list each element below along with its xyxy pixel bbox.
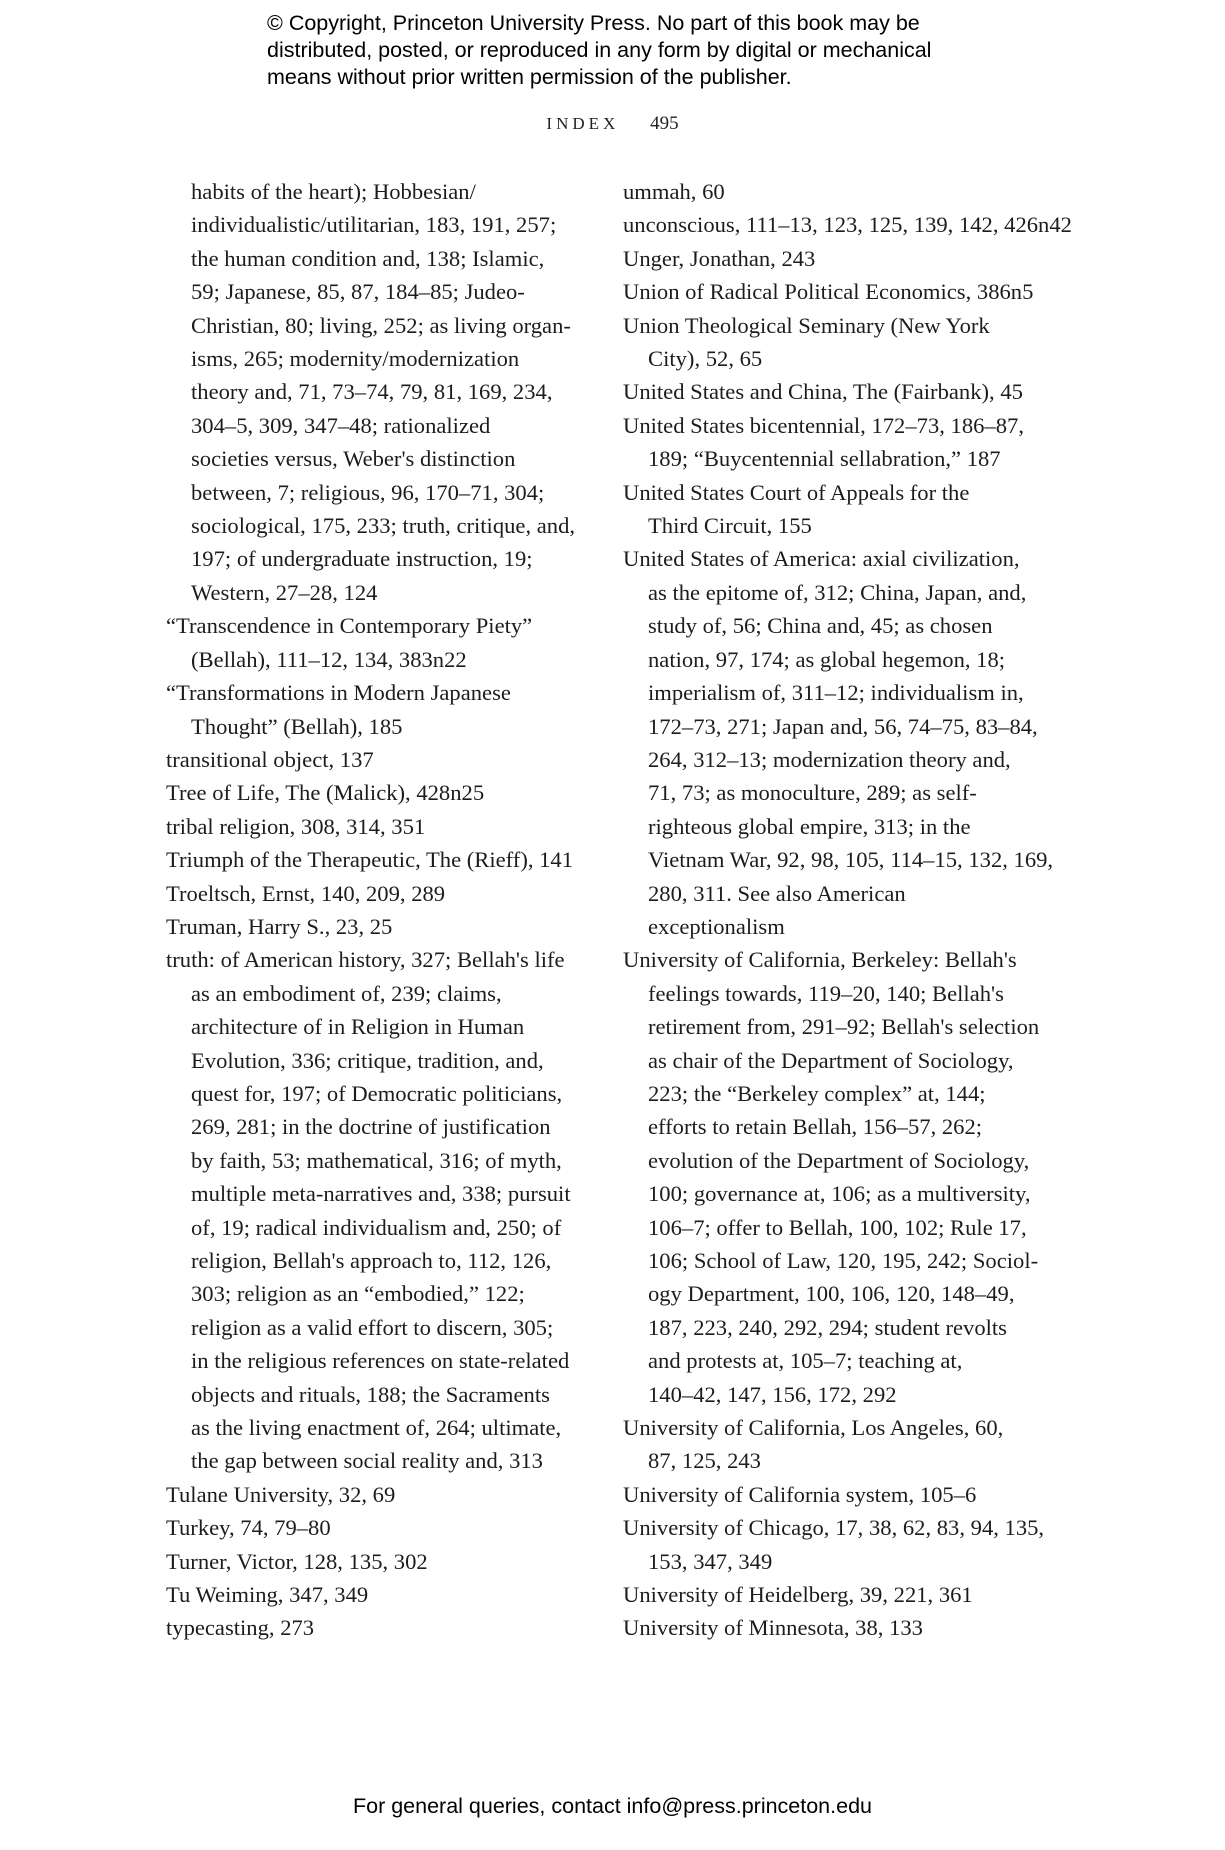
index-entry [166, 877, 586, 910]
index-entry-line: 303; religion as an “embodied,” 122; [191, 1281, 525, 1307]
index-entry-line: religion as a valid effort to discern, 305; [191, 1314, 554, 1340]
index-entry [166, 943, 586, 1478]
footer-contact: For general queries, contact info@press.princeton.edu [352, 1794, 872, 1818]
index-entry-line: University of Heidelberg, 39, 221, 361 [623, 1582, 973, 1608]
index-entry-line: of, 19; radical individualism and, 250; of [191, 1214, 562, 1240]
index-entry [166, 1611, 586, 1644]
index-entry-line: Turkey, 74, 79–80 [166, 1515, 331, 1541]
index-entry-line: quest for, 197; of Democratic politicians, [191, 1080, 563, 1106]
index-entry-line: exceptionalism [648, 913, 785, 939]
running-head-title: INDEX [546, 114, 620, 133]
index-entry-line: University of Minnesota, 38, 133 [623, 1615, 923, 1641]
index-entry-line: “Transformations in Modern Japanese [166, 680, 511, 706]
index-entry-line: typecasting, 273 [166, 1615, 315, 1641]
index-entry-line: study of, 56; China and, 45; as chosen [648, 613, 993, 639]
index-column-right [623, 175, 1072, 1645]
index-entry-line: 223; the “Berkeley complex” at, 144; [648, 1080, 986, 1106]
index-entry-line: 269, 281; in the doctrine of justification [191, 1114, 551, 1140]
index-entry-line: righteous global empire, 313; in the [648, 813, 971, 839]
index-entry-line: Third Circuit, 155 [648, 513, 812, 539]
index-entry-line: United States bicentennial, 172–73, 186–87, [623, 412, 1024, 438]
index-entry-line: the gap between social reality and, 313 [191, 1448, 543, 1474]
copyright-line: © Copyright, Princeton University Press. No part of this book may be [267, 11, 920, 35]
index-entry [166, 676, 586, 743]
index-entry [166, 843, 586, 876]
index-entry-line: 140–42, 147, 156, 172, 292 [648, 1381, 897, 1407]
index-entry-line: “Transcendence in Contemporary Piety” [166, 613, 533, 639]
index-entry-line: transitional object, 137 [166, 746, 374, 772]
index-entry-line: 87, 125, 243 [648, 1448, 761, 1474]
index-entry-line: 189; “Buycentennial sellabration,” 187 [648, 446, 1001, 472]
index-entry-line: Evolution, 336; critique, tradition, and, [191, 1047, 544, 1073]
index-entry-line: Triumph of the Therapeutic, The (Rieff), 141 [166, 847, 574, 873]
index-entry-line: Tu Weiming, 347, 349 [166, 1582, 369, 1608]
index-entry-line: individualistic/utilitarian, 183, 191, 257; [191, 212, 557, 238]
index-entry-line: 187, 223, 240, 292, 294; student revolts [648, 1314, 1007, 1340]
index-entry [623, 1578, 1043, 1611]
index-entry-line: truth: of American history, 327; Bellah's life [166, 947, 565, 973]
index-entry [623, 1611, 1043, 1644]
index-entry-line: Turner, Victor, 128, 135, 302 [166, 1548, 428, 1574]
index-entry-line: ogy Department, 100, 106, 120, 148–49, [648, 1281, 1015, 1307]
page-number: 495 [650, 113, 679, 134]
index-entry-line: Tree of Life, The (Malick), 428n25 [166, 780, 485, 806]
index-entry [623, 542, 1054, 943]
index-entry-line: isms, 265; modernity/modernization [191, 346, 520, 372]
index-entry-line: imperialism of, 311–12; individualism in, [648, 680, 1024, 706]
index-entry-line: by faith, 53; mathematical, 316; of myth, [191, 1147, 562, 1173]
index-entry-line: 264, 312–13; modernization theory and, [648, 746, 1011, 772]
index-entry-line: University of California system, 105–6 [623, 1481, 977, 1507]
index-entry-line: Union Theological Seminary (New York [623, 312, 990, 338]
index-entry [166, 743, 586, 776]
index-entry-line: 172–73, 271; Japan and, 56, 74–75, 83–84, [648, 713, 1038, 739]
index-entry-line: religion, Bellah's approach to, 112, 126, [191, 1248, 552, 1273]
index-entry-line: architecture of in Religion in Human [191, 1014, 525, 1040]
index-entry-line: United States and China, The (Fairbank), 45 [623, 379, 1023, 405]
index-entry [166, 810, 586, 843]
copyright-line: distributed, posted, or reproduced in any form by digital or mechanical [267, 38, 932, 62]
index-entry-line: as chair of the Department of Sociology, [648, 1047, 1014, 1073]
index-entry [166, 1478, 586, 1511]
index-entry-line: United States Court of Appeals for the [623, 479, 970, 505]
index-entry [623, 409, 1043, 476]
index-entry [623, 1478, 1043, 1511]
index-entry [623, 275, 1043, 308]
copyright-notice [267, 10, 1007, 91]
index-entry [166, 609, 586, 676]
index-entry-line: 100; governance at, 106; as a multiversity, [648, 1181, 1031, 1207]
index-entry-line: Truman, Harry S., 23, 25 [166, 913, 393, 939]
index-entry [166, 776, 586, 809]
index-entry-line: Unger, Jonathan, 243 [623, 245, 816, 271]
index-entry [623, 309, 1043, 376]
index-entry [623, 943, 1043, 1411]
index-entry-line: 197; of undergraduate instruction, 19; [191, 546, 533, 572]
index-entry-line: and protests at, 105–7; teaching at, [648, 1348, 963, 1374]
index-entry-line: feelings towards, 119–20, 140; Bellah's [648, 980, 1004, 1006]
index-entry-line: 304–5, 309, 347–48; rationalized [191, 412, 491, 438]
index-entry-line: Tulane University, 32, 69 [166, 1481, 396, 1507]
index-entry [623, 476, 1043, 543]
index-entry-line: retirement from, 291–92; Bellah's selection [648, 1014, 1040, 1040]
index-entry-line: 280, 311. See also American [648, 880, 906, 906]
index-entry [166, 1511, 586, 1544]
running-head [0, 113, 1225, 135]
index-entry [623, 1511, 1043, 1578]
index-entry-line: Christian, 80; living, 252; as living organ- [191, 312, 571, 338]
index-entry-line: the human condition and, 138; Islamic, [191, 245, 545, 271]
index-entry [166, 175, 586, 609]
index-entry-line: unconscious, 111–13, 123, 125, 139, 142, 426n42 [623, 212, 1072, 238]
index-entry-line: between, 7; religious, 96, 170–71, 304; [191, 479, 545, 505]
index-entry-line: 59; Japanese, 85, 87, 184–85; Judeo- [191, 279, 525, 305]
index-entry-line: Troeltsch, Ernst, 140, 209, 289 [166, 880, 446, 906]
index-entry-line: University of Chicago, 17, 38, 62, 83, 94, 135, [623, 1515, 1045, 1541]
index-entry-line: objects and rituals, 188; the Sacraments [191, 1381, 550, 1407]
index-entry-line: as the epitome of, 312; China, Japan, and, [648, 579, 1027, 605]
index-entry-line: evolution of the Department of Sociology, [648, 1147, 1030, 1173]
index-entry-line: Thought” (Bellah), 185 [191, 713, 403, 739]
index-entry-line: 153, 347, 349 [648, 1548, 773, 1574]
index-entry-line: as an embodiment of, 239; claims, [191, 980, 502, 1006]
index-entry-line: Western, 27–28, 124 [191, 579, 378, 605]
index-entry-line: multiple meta-narratives and, 338; pursuit [191, 1181, 571, 1207]
index-entry-line: Union of Radical Political Economics, 386n5 [623, 279, 1034, 305]
index-entry-line: (Bellah), 111–12, 134, 383n22 [191, 646, 467, 672]
index-entry [623, 175, 1043, 208]
index-column-left [166, 175, 586, 1645]
index-entry [166, 1545, 586, 1578]
index-entry-line: in the religious references on state-related [191, 1348, 570, 1374]
index-entry-line: United States of America: axial civilization, [623, 546, 1020, 572]
index-entry-line: University of California, Los Angeles, 60, [623, 1415, 1004, 1441]
index-entry-line: Vietnam War, 92, 98, 105, 114–15, 132, 169, [648, 847, 1054, 873]
index-entry-line: habits of the heart); Hobbesian/ [191, 179, 476, 204]
copyright-line: means without prior written permission of the publisher. [267, 65, 792, 89]
index-entry [166, 1578, 586, 1611]
index-entry [623, 242, 1043, 275]
index-entry-line: 106; School of Law, 120, 195, 242; Sociol- [648, 1248, 1039, 1273]
index-entry [623, 208, 1072, 241]
index-entry-line: University of California, Berkeley: Bellah's [623, 947, 1017, 973]
index-entry-line: ummah, 60 [623, 179, 725, 204]
index-entry [623, 1411, 1043, 1478]
index-entry-line: 106–7; offer to Bellah, 100, 102; Rule 17, [648, 1214, 1027, 1240]
index-entry-line: as the living enactment of, 264; ultimate, [191, 1415, 562, 1441]
index-entry-line: societies versus, Weber's distinction [191, 446, 516, 472]
index-entry-line: nation, 97, 174; as global hegemon, 18; [648, 646, 1006, 672]
index-entry-line: theory and, 71, 73–74, 79, 81, 169, 234, [191, 379, 553, 405]
index-entry-line: City), 52, 65 [648, 346, 763, 372]
index-entry-line: efforts to retain Bellah, 156–57, 262; [648, 1114, 983, 1140]
index-entry-line: tribal religion, 308, 314, 351 [166, 813, 426, 839]
index-entry-line: sociological, 175, 233; truth, critique, and, [191, 513, 576, 539]
index-entry-line: 71, 73; as monoculture, 289; as self- [648, 780, 977, 806]
index-entry [166, 910, 586, 943]
index-entry [623, 375, 1043, 408]
